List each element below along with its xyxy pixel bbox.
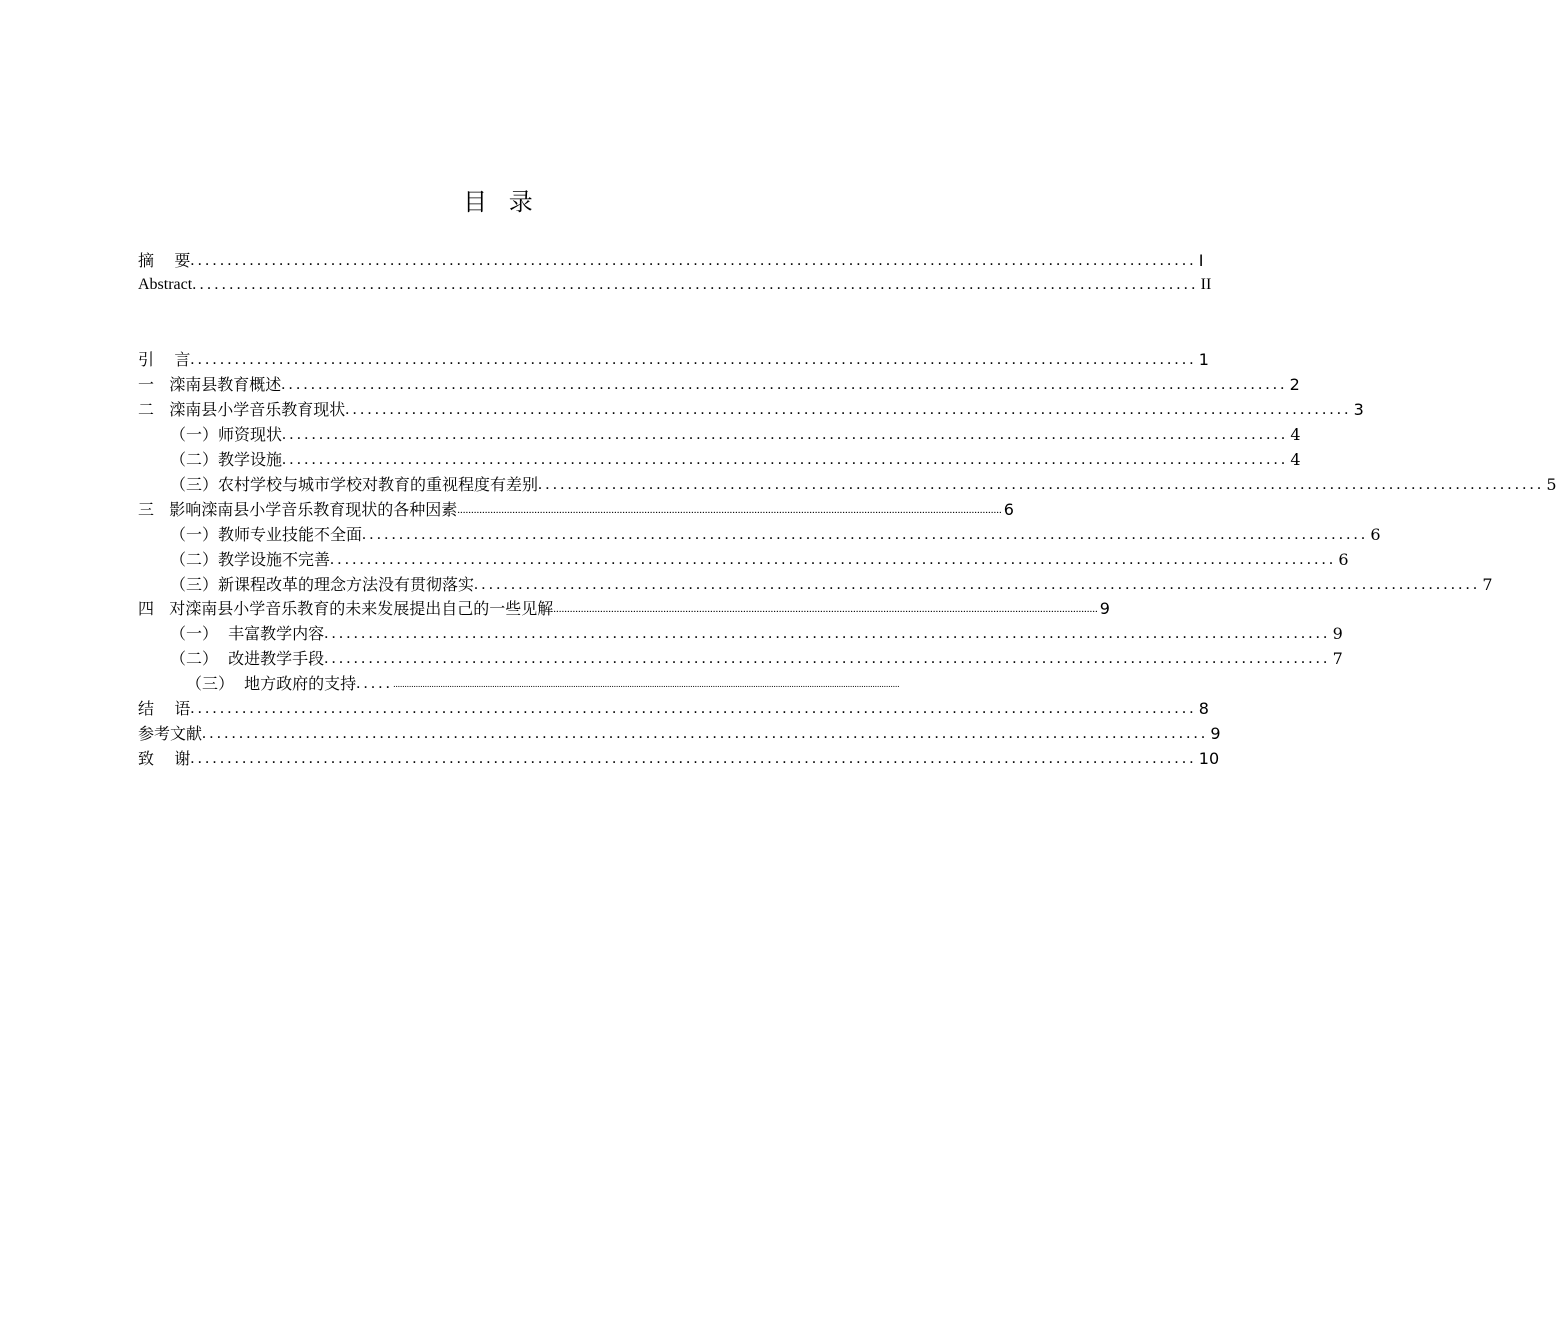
toc-entry-label: （一）师资现状	[170, 425, 283, 444]
toc-entry-label: （二） 改进教学手段	[170, 649, 325, 668]
toc-entry-section-4-1[interactable]	[170, 623, 1343, 645]
toc-page-number: 8	[1198, 699, 1209, 718]
toc-entry-label: （三）新课程改革的理念方法没有贯彻落实	[170, 575, 475, 594]
toc-page-number: 4	[1290, 450, 1301, 469]
toc-leader: .................................................................................................................................................................................................................................	[393, 679, 900, 689]
toc-page-number: 6	[1370, 525, 1381, 544]
toc-leader: ........................................................................................................................................	[324, 650, 1331, 667]
toc-entry-introduction[interactable]	[138, 349, 1209, 371]
toc-entry-chapter-1[interactable]	[138, 374, 1300, 396]
toc-entry-section-3-2[interactable]	[170, 549, 1349, 571]
toc-page-number: 9	[1099, 599, 1110, 618]
toc-entry-label: 引 言	[138, 350, 191, 369]
toc-leader: ........................................................................................................................................	[190, 351, 1197, 368]
toc-entry-label: （一）教师专业技能不全面	[170, 525, 363, 544]
toc-entry-conclusion[interactable]	[138, 698, 1209, 720]
toc-leader: ........................................................................................................................................	[362, 526, 1369, 543]
toc-page-number: 7	[1482, 575, 1493, 594]
toc-leader: ........................................................................................................................................	[202, 725, 1209, 742]
page-title: 目 录	[463, 188, 535, 216]
toc-entry-section-2-2[interactable]	[170, 449, 1301, 471]
toc-leader: ........................................................................................................................................	[474, 576, 1481, 593]
toc-leader: ........................................................................................................................................	[324, 625, 1331, 642]
toc-leader: ........................................................................................................................................	[190, 750, 1197, 767]
toc-page-number: 2	[1289, 375, 1300, 394]
toc-page-number: I	[1198, 251, 1204, 270]
toc-leader: ........................................................................................................................................	[282, 426, 1289, 443]
toc-leader: .....	[356, 675, 394, 692]
toc-page-number: 4	[1290, 425, 1301, 444]
toc-page-number: 7	[1332, 649, 1343, 668]
toc-entry-label: 一 滦南县教育概述	[138, 375, 282, 394]
toc-entry-label: （二）教学设施	[170, 450, 283, 469]
toc-entry-label: （三） 地方政府的支持	[186, 674, 357, 693]
toc-entry-section-2-1[interactable]	[170, 424, 1301, 446]
toc-entry-label: （二）教学设施不完善	[170, 550, 331, 569]
toc-leader: ........................................................................................................................................	[190, 252, 1197, 269]
toc-entry-section-3-1[interactable]	[170, 524, 1381, 546]
toc-page-number: 9	[1210, 724, 1221, 743]
toc-leader: ......................................................................................................................................................................................................	[553, 603, 1098, 615]
toc-entry-section-3-3[interactable]	[170, 574, 1493, 596]
toc-entry-references[interactable]	[138, 723, 1221, 745]
toc-leader: ........................................................................................................................................	[538, 476, 1545, 493]
toc-entry-label: （三）农村学校与城市学校对教育的重视程度有差别	[170, 475, 539, 494]
toc-page-number: 1	[1198, 350, 1209, 369]
toc-page-number: 3	[1353, 400, 1364, 419]
toc-entry-label: 四 对滦南县小学音乐教育的未来发展提出自己的一些见解	[138, 599, 554, 618]
toc-leader: ........................................................................................................................................	[330, 551, 1337, 568]
toc-entry-label: 结 语	[138, 699, 191, 718]
toc-entry-chapter-3[interactable]	[138, 499, 1014, 521]
toc-leader: ........................................................................................................................................	[345, 401, 1352, 418]
toc-leader: ........................................................................................................................................	[281, 376, 1288, 393]
toc-entry-label: Abstract	[138, 276, 193, 293]
toc-entry-label: （一） 丰富教学内容	[170, 624, 325, 643]
toc-page-number: 6	[1003, 500, 1014, 519]
toc-entry-label: 参考文献	[138, 724, 203, 743]
toc-entry-abstract-en[interactable]	[138, 274, 1212, 296]
toc-entry-label: 三 影响滦南县小学音乐教育现状的各种因素	[138, 500, 458, 519]
toc-page-number: 6	[1338, 550, 1349, 569]
toc-page-number: 9	[1332, 624, 1343, 643]
toc-leader: ........................................................................................................................................	[282, 451, 1289, 468]
toc-page-number: 5	[1546, 475, 1557, 494]
toc-entry-abstract-cn[interactable]	[138, 250, 1204, 272]
toc-leader: ........................................................................................................................................	[190, 700, 1197, 717]
toc-entry-acknowledgements[interactable]	[138, 748, 1220, 770]
toc-page-number: II	[1200, 276, 1212, 293]
toc-entry-section-4-3[interactable]	[186, 673, 900, 695]
toc-leader: ........................................................................................................................................	[192, 276, 1199, 293]
toc-entry-label: 二 滦南县小学音乐教育现状	[138, 400, 346, 419]
toc-page-number: 10	[1198, 749, 1220, 768]
toc-entry-chapter-4[interactable]	[138, 598, 1110, 620]
toc-entry-section-4-2[interactable]	[170, 648, 1343, 670]
toc-leader: ......................................................................................................................................................................................................	[457, 504, 1002, 516]
toc-entry-chapter-2[interactable]	[138, 399, 1364, 421]
toc-entry-section-2-3[interactable]	[170, 474, 1557, 496]
toc-entry-label: 致 谢	[138, 749, 191, 768]
toc-entry-label: 摘 要	[138, 251, 191, 270]
